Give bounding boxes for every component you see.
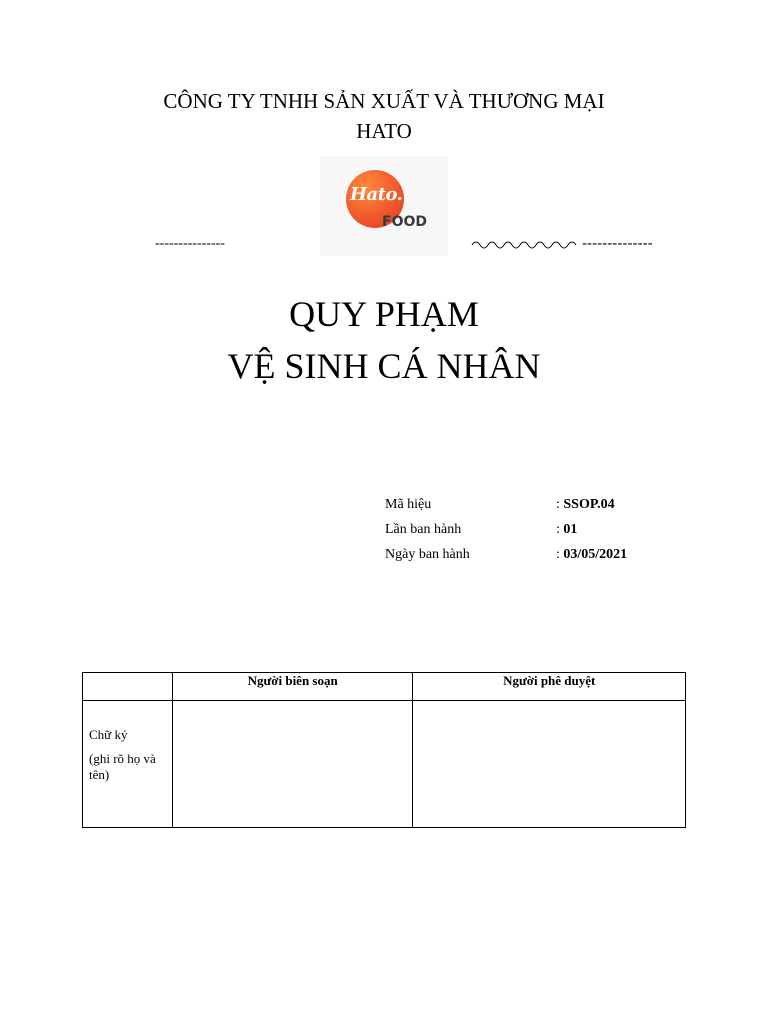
table-header-author: Người biên soạn [172, 673, 413, 701]
logo-food-text: FOOD [382, 214, 427, 230]
meta-value: 03/05/2021 [563, 547, 628, 562]
signature-label: Chữ ký [89, 727, 128, 742]
table-header-approver: Người phê duyệt [413, 673, 686, 701]
signature-table [82, 672, 686, 828]
meta-label: Lần ban hành [385, 522, 462, 537]
ornament-icon [470, 238, 582, 250]
meta-row-code: Mã hiệu : SSOP.04 [385, 497, 615, 512]
signature-label-cell [83, 701, 173, 828]
document-meta [385, 496, 685, 571]
document-title-line1: QUY PHẠM [289, 294, 479, 334]
document-title-line2: VỆ SINH CÁ NHÂN [227, 346, 541, 386]
company-name [0, 86, 768, 146]
company-name-line2: HATO [356, 119, 412, 143]
author-signature-cell[interactable] [172, 701, 413, 828]
company-name-line1: CÔNG TY TNHH SẢN XUẤT VÀ THƯƠNG MẠI [163, 89, 605, 113]
divider-right-dashes: -------------- [582, 236, 653, 252]
meta-value: SSOP.04 [563, 497, 615, 512]
meta-label: Ngày ban hành [385, 547, 470, 562]
table-header-blank [83, 673, 173, 701]
approver-signature-cell[interactable] [413, 701, 686, 828]
divider-right [470, 236, 653, 252]
table-header-row [83, 673, 686, 701]
signature-row [83, 701, 686, 828]
logo-script-text: Hato. [350, 184, 403, 205]
company-logo [320, 156, 448, 256]
signature-note: (ghi rõ họ và tên) [89, 751, 156, 782]
meta-row-issue: Lần ban hành : 01 [385, 522, 578, 537]
meta-value: 01 [563, 522, 578, 537]
meta-row-date: Ngày ban hành : 03/05/2021 [385, 547, 628, 562]
divider-left: --------------- [155, 236, 225, 251]
meta-label: Mã hiệu [385, 497, 432, 512]
